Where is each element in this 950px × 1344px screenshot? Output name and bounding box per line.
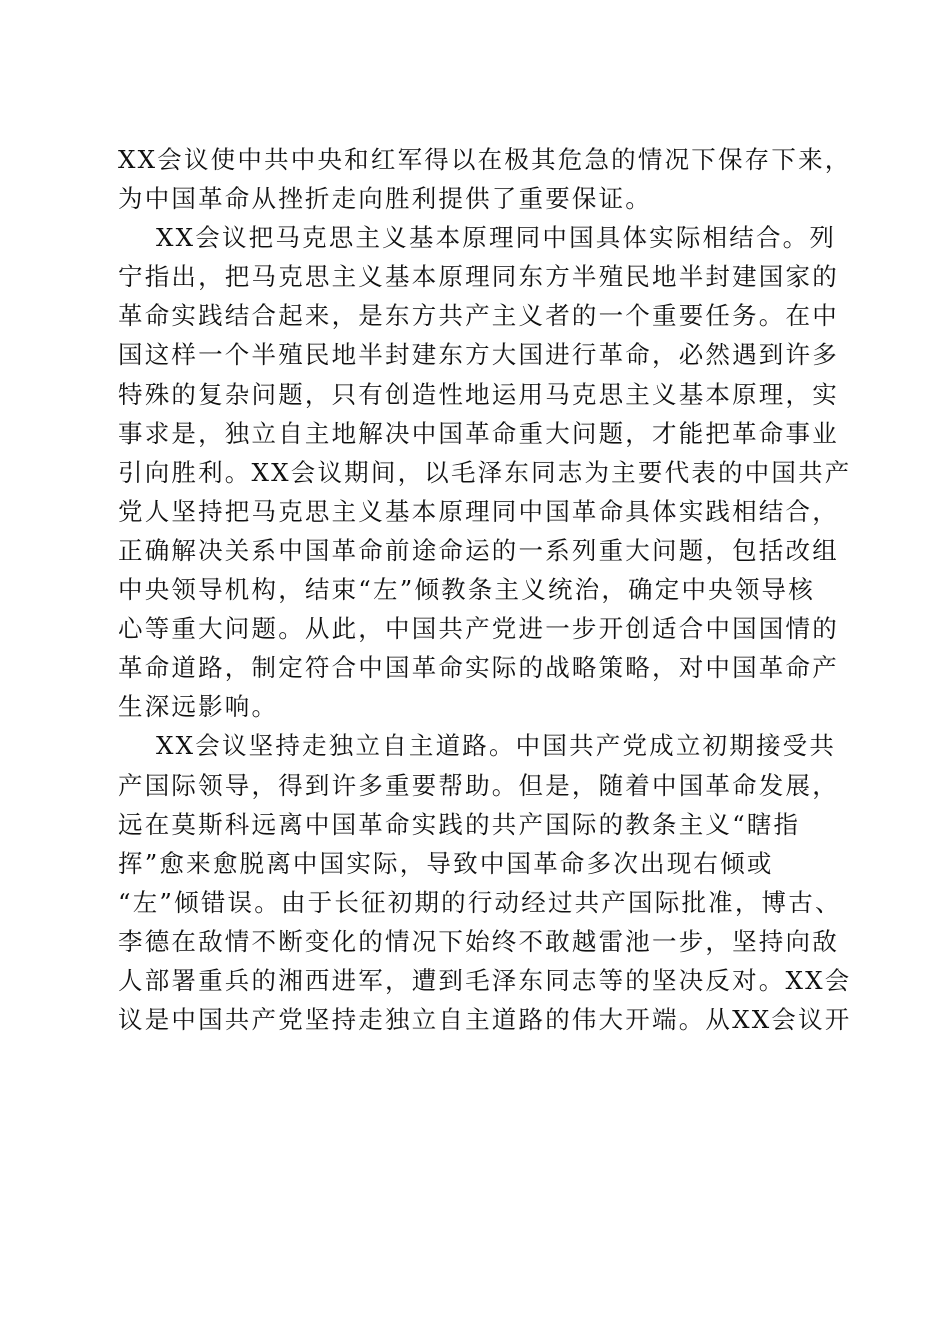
text-line: 挥”愈来愈脱离中国实际，导致中国革命多次出现右倾或 bbox=[118, 848, 774, 878]
text-line: 特殊的复杂问题，只有创造性地运用马克思主义基本原理，实 bbox=[118, 379, 839, 409]
text-line: 国这样一个半殖民地半封建东方大国进行革命，必然遇到许多 bbox=[118, 340, 839, 370]
paragraph-start-line: XX会议把马克思主义基本原理同中国具体实际相结合。列 bbox=[156, 223, 837, 253]
text-line: 宁指出，把马克思主义基本原理同东方半殖民地半封建国家的 bbox=[118, 262, 839, 292]
document-body bbox=[118, 140, 852, 1039]
text-line: 产国际领导，得到许多重要帮助。但是，随着中国革命发展， bbox=[118, 770, 839, 800]
text-line: 远在莫斯科远离中国革命实践的共产国际的教条主义“瞎指 bbox=[118, 809, 801, 839]
paragraph-start-line: XX会议坚持走独立自主道路。中国共产党成立初期接受共 bbox=[156, 731, 837, 761]
text-line: 李德在敌情不断变化的情况下始终不敢越雷池一步，坚持向敌 bbox=[118, 926, 839, 956]
text-line: 人部署重兵的湘西进军，遭到毛泽东同志等的坚决反对。XX会 bbox=[118, 965, 852, 995]
text-line: 革命实践结合起来，是东方共产主义者的一个重要任务。在中 bbox=[118, 301, 839, 331]
text-line: 引向胜利。XX会议期间，以毛泽东同志为主要代表的中国共产 bbox=[118, 457, 852, 487]
text-line: 中央领导机构，结束“左”倾教条主义统治，确定中央领导核 bbox=[118, 575, 815, 605]
text-line: 议是中国共产党坚持走独立自主道路的伟大开端。从XX会议开 bbox=[118, 1005, 852, 1035]
text-line: 事求是，独立自主地解决中国革命重大问题，才能把革命事业 bbox=[118, 418, 839, 448]
text-line: “左”倾错误。由于长征初期的行动经过共产国际批准，博古、 bbox=[118, 887, 842, 917]
text-line: 心等重大问题。从此，中国共产党进一步开创适合中国国情的 bbox=[118, 614, 839, 644]
text-line: 正确解决关系中国革命前途命运的一系列重大问题，包括改组 bbox=[118, 535, 839, 565]
text-line: 为中国革命从挫折走向胜利提供了重要保证。 bbox=[118, 184, 652, 214]
text-line: 党人坚持把马克思主义基本原理同中国革命具体实践相结合， bbox=[118, 496, 839, 526]
text-line: XX会议使中共中央和红军得以在极其危急的情况下保存下来， bbox=[118, 145, 852, 174]
text-line: 革命道路，制定符合中国革命实际的战略策略，对中国革命产 bbox=[118, 653, 839, 683]
text-line: 生深远影响。 bbox=[118, 692, 279, 722]
